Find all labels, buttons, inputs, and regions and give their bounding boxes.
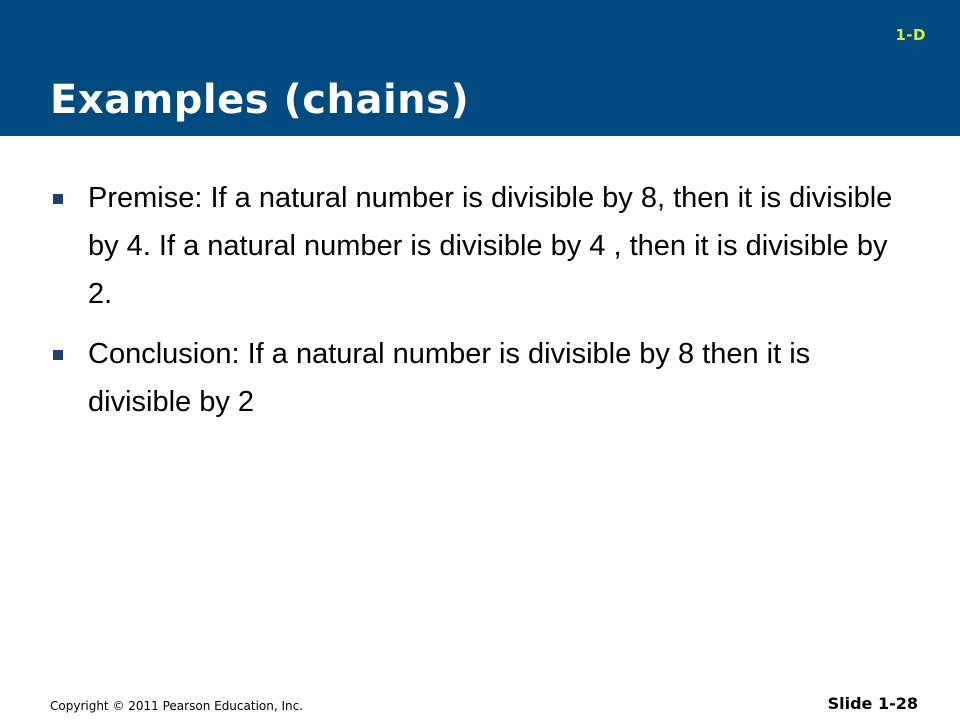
slide-title: Examples (chains) [50, 77, 470, 123]
header-band [0, 0, 960, 136]
bullet-item-conclusion [50, 330, 900, 426]
square-bullet-icon [53, 350, 63, 360]
bullet-item-premise [50, 174, 900, 318]
bullet-text: Conclusion: If a natural number is divisible by 8 then it is divisible by 2 [88, 338, 811, 418]
copyright-notice: Copyright © 2011 Pearson Education, Inc. [50, 699, 304, 713]
bullet-list [50, 174, 900, 438]
bullet-text: Premise: If a natural number is divisible by 8, then it is divisible by 4. If a natural number is divisible by 4 , then it is divisible by 2. [88, 182, 893, 310]
square-bullet-icon [53, 194, 63, 204]
slide-number: Slide 1-28 [827, 694, 918, 713]
section-tag: 1-D [895, 26, 926, 44]
